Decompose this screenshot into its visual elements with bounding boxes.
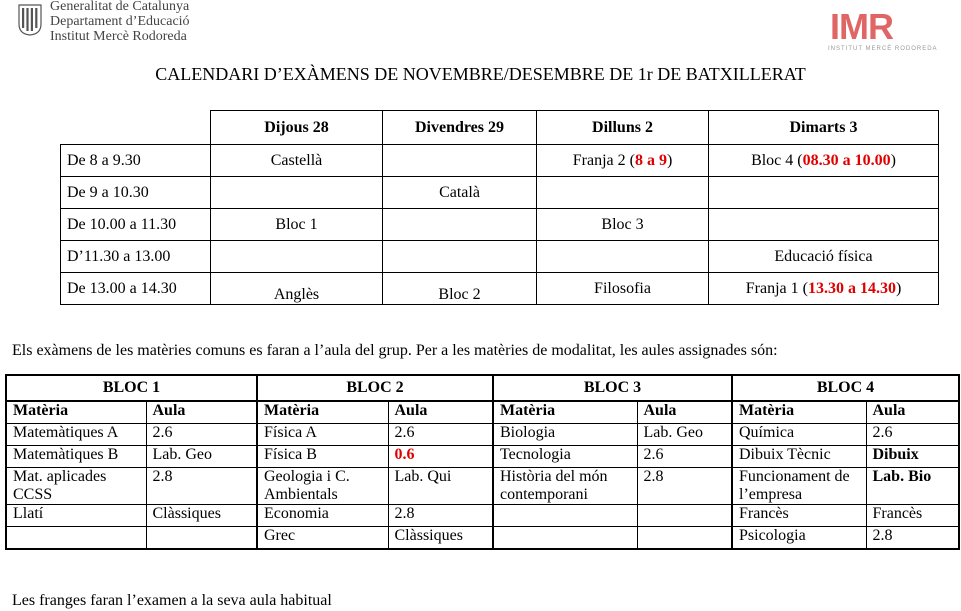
room-cell: Lab. Geo	[146, 446, 257, 468]
col-materia: Matèria	[257, 401, 388, 424]
subject-cell: Tecnologia	[493, 446, 637, 468]
time-slot: De 10.00 a 11.30	[61, 209, 211, 241]
time-slot: De 9 a 10.30	[61, 177, 211, 209]
exam-cell	[537, 209, 709, 241]
bloc-row	[6, 468, 959, 505]
room-cell: Clàssiques	[146, 505, 257, 527]
calendar-header-row	[61, 111, 939, 145]
page-title: CALENDARI D’EXÀMENS DE NOVEMBRE/DESEMBRE DE 1r DE BATXILLERAT	[155, 64, 806, 84]
subject-cell: Grec	[257, 527, 388, 550]
room-cell: Francès	[866, 505, 959, 527]
exam-time-highlight: 13.30 a 14.30	[807, 279, 896, 297]
bloc-title: BLOC 4	[732, 375, 959, 401]
exam-label: Bloc 4 (	[751, 151, 803, 169]
exam-label-tail: )	[666, 151, 673, 169]
org-line-institut: Institut Mercè Rodoreda	[50, 29, 187, 44]
subject-cell: Economia	[257, 505, 388, 527]
bloc-title-row	[6, 375, 959, 401]
exam-label: Anglès	[273, 286, 320, 303]
bloc-column-header-row	[6, 401, 959, 424]
subject-cell: Llatí	[6, 505, 146, 527]
footer-note: Les franges faran l’examen a la seva aula habitual	[12, 592, 332, 609]
time-slot: De 13.00 a 14.30	[61, 273, 211, 305]
calendar-row	[61, 241, 939, 273]
exam-cell	[709, 273, 939, 305]
org-line-departament: Departament d’Educació	[50, 14, 190, 29]
col-materia: Matèria	[493, 401, 637, 424]
exam-calendar-table	[60, 110, 939, 305]
exam-label: Franja 2 (	[572, 151, 635, 169]
day-header: Divendres 29	[383, 111, 537, 145]
catalonia-shield-icon	[18, 4, 42, 36]
bloc-row	[6, 505, 959, 527]
col-materia: Matèria	[6, 401, 146, 424]
room-cell: 2.6	[388, 424, 493, 446]
time-slot: D’11.30 a 13.00	[61, 241, 211, 273]
exam-time-highlight: 08.30 a 10.00	[802, 151, 891, 169]
calendar-row	[61, 145, 939, 177]
room-cell	[146, 527, 257, 550]
exam-label: Franja 1 (	[745, 279, 808, 297]
subject-cell: Mat. aplicades CCSS	[6, 468, 146, 505]
bloc-row	[6, 446, 959, 468]
room-cell: 2.6	[637, 446, 732, 468]
exam-label: Bloc 1	[275, 215, 318, 233]
calendar-body	[61, 145, 939, 305]
bloc-title: BLOC 3	[493, 375, 732, 401]
subject-cell: Química	[732, 424, 866, 446]
calendar-row	[61, 209, 939, 241]
exam-label: Educació física	[774, 247, 873, 265]
bloc-title: BLOC 2	[257, 375, 493, 401]
exam-cell	[211, 177, 383, 209]
subject-cell: Matemàtiques A	[6, 424, 146, 446]
time-slot: De 8 a 9.30	[61, 145, 211, 177]
exam-cell	[537, 177, 709, 209]
room-cell: Clàssiques	[388, 527, 493, 550]
day-header: Dimarts 3	[709, 111, 939, 145]
bloc-row	[6, 527, 959, 550]
logo-sub-text: INSTITUT MERCÈ RODOREDA	[828, 46, 938, 52]
exam-cell	[383, 145, 537, 177]
exam-cell	[383, 241, 537, 273]
room-cell: 2.6	[146, 424, 257, 446]
room-cell: 2.8	[866, 527, 959, 550]
room-cell: 0.6	[388, 446, 493, 468]
subject-cell	[493, 527, 637, 550]
exam-cell	[383, 273, 537, 305]
subject-cell: Psicologia	[732, 527, 866, 550]
col-aula: Aula	[637, 401, 732, 424]
col-aula: Aula	[146, 401, 257, 424]
room-cell: Lab. Qui	[388, 468, 493, 505]
room-cell: Lab. Bio	[866, 468, 959, 505]
exam-label-tail: )	[895, 279, 902, 297]
exam-cell	[709, 177, 939, 209]
exam-cell	[709, 241, 939, 273]
room-cell	[637, 505, 732, 527]
exam-cell	[383, 209, 537, 241]
exam-label: Filosofia	[594, 279, 651, 297]
room-cell: Lab. Geo	[637, 424, 732, 446]
intro-text: Els exàmens de les matèries comuns es faran a l’aula del grup. Per a les matèries de modalitat, les aules assignades són:	[12, 342, 778, 359]
subject-cell: Dibuix Tècnic	[732, 446, 866, 468]
exam-cell	[211, 145, 383, 177]
room-cell: 2.8	[388, 505, 493, 527]
exam-label: Català	[439, 183, 480, 201]
col-aula: Aula	[866, 401, 959, 424]
exam-label: Bloc 3	[601, 215, 644, 233]
col-aula: Aula	[388, 401, 493, 424]
exam-time-highlight: 8 a 9	[634, 151, 667, 169]
exam-cell	[211, 241, 383, 273]
room-cell	[637, 527, 732, 550]
col-materia: Matèria	[732, 401, 866, 424]
bloc-row	[6, 424, 959, 446]
exam-cell	[211, 209, 383, 241]
exam-cell	[709, 209, 939, 241]
calendar-row	[61, 273, 939, 305]
exam-label: Bloc 2	[438, 286, 481, 303]
room-cell: 2.8	[637, 468, 732, 505]
day-header: Dijous 28	[211, 111, 383, 145]
org-line-generalitat: Generalitat de Catalunya	[50, 0, 190, 14]
subject-cell: Francès	[732, 505, 866, 527]
exam-cell	[537, 241, 709, 273]
bloc-title: BLOC 1	[6, 375, 257, 401]
exam-cell	[537, 273, 709, 305]
org-lines	[50, 0, 190, 44]
calendar-corner	[61, 111, 211, 145]
subject-cell: Funcionament de l’empresa	[732, 468, 866, 505]
exam-cell	[383, 177, 537, 209]
logo-main-text: IMR	[830, 6, 893, 47]
bloc-body	[6, 424, 959, 550]
subject-cell: Matemàtiques B	[6, 446, 146, 468]
calendar-row	[61, 177, 939, 209]
subject-cell: Física A	[257, 424, 388, 446]
subject-cell: Geologia i C. Ambientals	[257, 468, 388, 505]
room-cell: Dibuix	[866, 446, 959, 468]
exam-label: Castellà	[270, 151, 323, 169]
exam-label-tail: )	[890, 151, 896, 169]
room-cell: 2.8	[146, 468, 257, 505]
subject-cell	[6, 527, 146, 550]
imr-logo	[826, 6, 938, 56]
subject-cell: Biologia	[493, 424, 637, 446]
room-cell: 2.6	[866, 424, 959, 446]
subject-cell: Física B	[257, 446, 388, 468]
bloc-rooms-table	[5, 374, 960, 550]
subject-cell	[493, 505, 637, 527]
subject-cell: Història del món contemporani	[493, 468, 637, 505]
exam-cell	[537, 145, 709, 177]
day-header: Dilluns 2	[537, 111, 709, 145]
exam-cell	[709, 145, 939, 177]
exam-cell	[211, 273, 383, 305]
